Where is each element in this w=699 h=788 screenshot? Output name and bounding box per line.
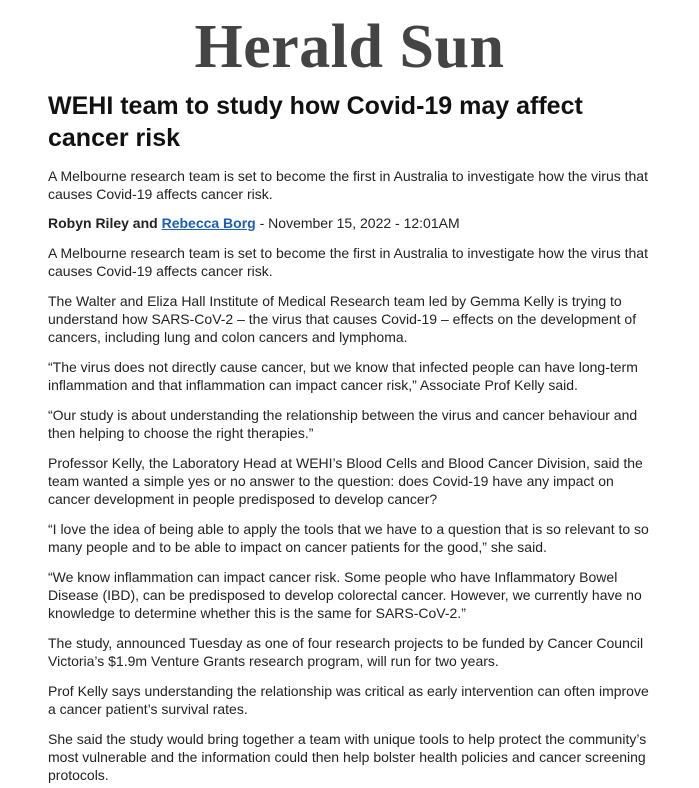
- article-standfirst: A Melbourne research team is set to become the first in Australia to investigate how the virus that causes Covid-19 affects cancer risk.: [48, 168, 648, 202]
- body-paragraph: She said the study would bring together a team with unique tools to help protect the community’s most vulnerable and the information could then help bolster health policies and cancer screening protocols.: [48, 731, 647, 783]
- publish-date: - November 15, 2022 - 12:01AM: [255, 215, 460, 231]
- byline: [48, 214, 658, 232]
- body-paragraph: “The virus does not directly cause cancer, but we know that infected people can have long-term inflammation and that inflammation can impact cancer risk,” Associate Prof Kelly said.: [48, 359, 638, 393]
- author-name: Robyn Riley: [48, 215, 129, 231]
- body-paragraph: “We know inflammation can impact cancer risk. Some people who have Inflammatory Bowel Disease (IBD), can be predisposed to develop colorectal cancer. However, we currently have no knowledge to determine whether this is the same for SARS-CoV-2.”: [48, 569, 642, 621]
- masthead-logo[interactable]: Herald Sun: [194, 13, 505, 81]
- body-paragraph: “I love the idea of being able to apply the tools that we have to a question that is so relevant to so many people and to be able to impact on cancer patients for the good,” she said.: [48, 521, 649, 555]
- body-paragraph: The Walter and Eliza Hall Institute of Medical Research team led by Gemma Kelly is trying to understand how SARS-CoV-2 – the virus that causes Covid-19 – effects on the development of cancers, including lung and colon cancers and lymphoma.: [48, 293, 637, 345]
- body-paragraph: The study, announced Tuesday as one of four research projects to be funded by Cancer Council Victoria’s $1.9m Venture Grants research program, will run for two years.: [48, 635, 644, 669]
- author-link[interactable]: Rebecca Borg: [161, 215, 256, 231]
- body-paragraph: Professor Kelly, the Laboratory Head at WEHI’s Blood Cells and Blood Cancer Division, said the team wanted a simple yes or no answer to the question: does Covid-19 have any impact on cancer development in people predisposed to develop cancer?: [48, 455, 643, 507]
- body-paragraph: A Melbourne research team is set to become the first in Australia to investigate how the virus that causes Covid-19 affects cancer risk.: [48, 245, 648, 279]
- body-paragraph: “Our study is about understanding the relationship between the virus and cancer behaviour and then helping to choose the right therapies.”: [48, 407, 638, 441]
- article-content: [48, 90, 658, 784]
- body-paragraph: Prof Kelly says understanding the relationship was critical as early intervention can often improve a cancer patient’s survival rates.: [48, 683, 649, 717]
- article-body: [48, 244, 658, 784]
- byline-joiner: and: [128, 215, 162, 231]
- article-title: WEHI team to study how Covid-19 may affect cancer risk: [48, 92, 583, 152]
